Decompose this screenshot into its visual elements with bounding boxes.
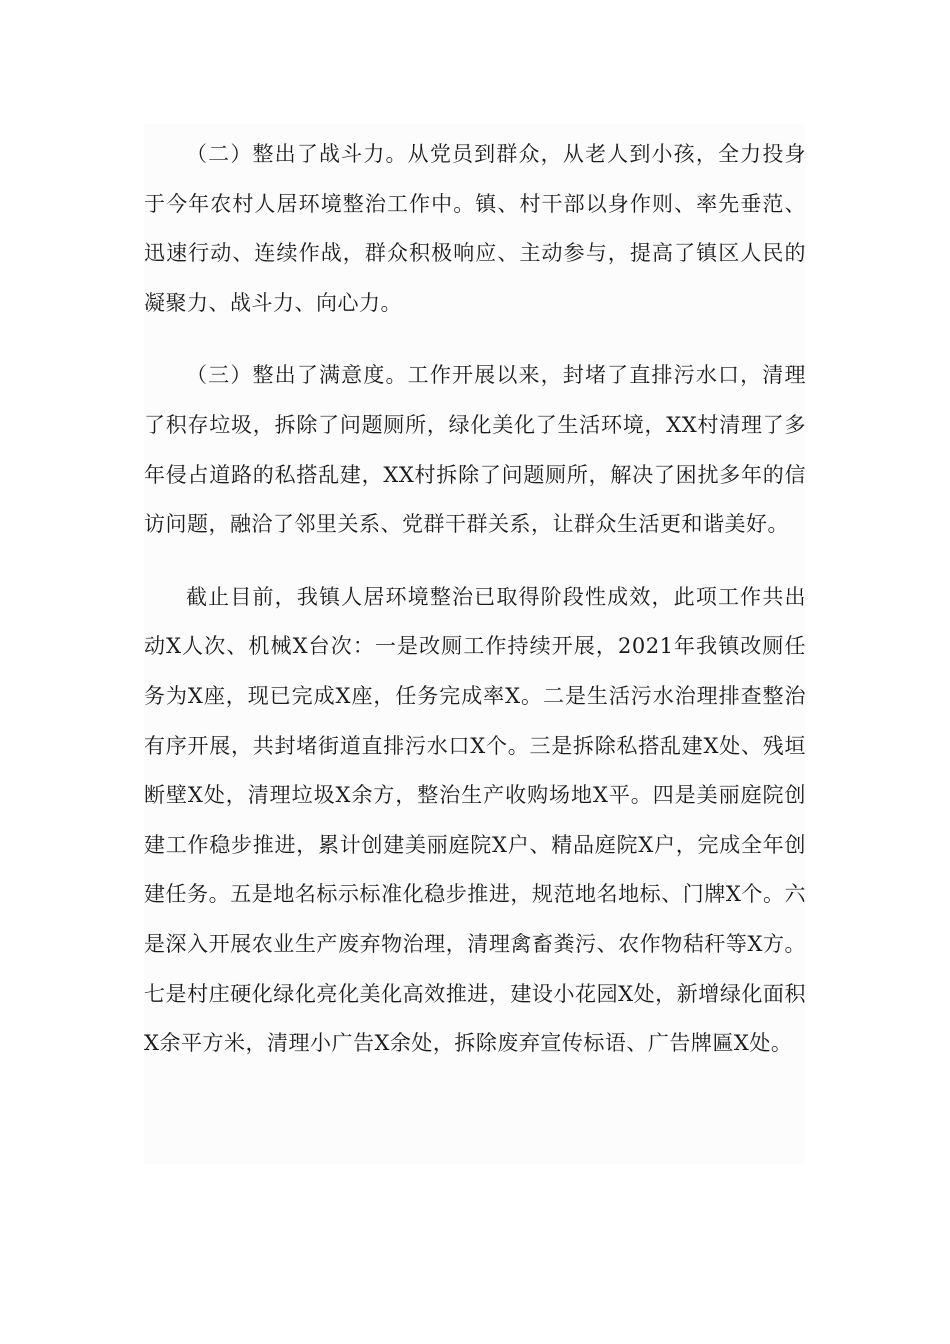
paragraph-satisfaction: （三）整出了满意度。工作开展以来，封堵了直排污水口，清理了积存垃圾，拆除了问题厕所，绿化美化了生活环境，XX村清理了多年侵占道路的私搭乱建，XX村拆除了问题厕所，解决了困扰多年的信访问题，融洽了邻里关系、党群干群关系，让群众生活更和谐美好。 — [144, 363, 806, 537]
paragraph-combat-effectiveness: （二）整出了战斗力。从党员到群众，从老人到小孩，全力投身于今年农村人居环境整治工作中。镇、村干部以身作则、率先垂范、迅速行动、连续作战，群众积极响应、主动参与，提高了镇区人民的凝聚力、战斗力、向心力。 — [144, 142, 806, 315]
paragraph-progress-summary: 截止目前，我镇人居环境整治已取得阶段性成效，此项工作共出动X人次、机械X台次：一是改厕工作持续开展，2021年我镇改厕任务为X座，现已完成X座，任务完成率X。二是生活污水治理排查整治有序开展，共封堵街道直排污水口X个。三是拆除私搭乱建X处、残垣断壁X处，清理垃圾X余方，整治生产收购场地X平。四是美丽庭院创建工作稳步推进，累计创建美丽庭院X户、精品庭院X户，完成全年创建任务。五是地名标示标准化稳步推进，规范地名地标、门牌X个。六是深入开展农业生产废弃物治理，清理禽畜粪污、农作物秸秆等X方。七是村庄硬化绿化亮化美化高效推进，建设小花园X处，新增绿化面积X余平方米，清理小广告X余处，拆除废弃宣传标语、广告牌匾X处。 — [144, 584, 806, 1056]
document-body — [144, 124, 806, 1164]
